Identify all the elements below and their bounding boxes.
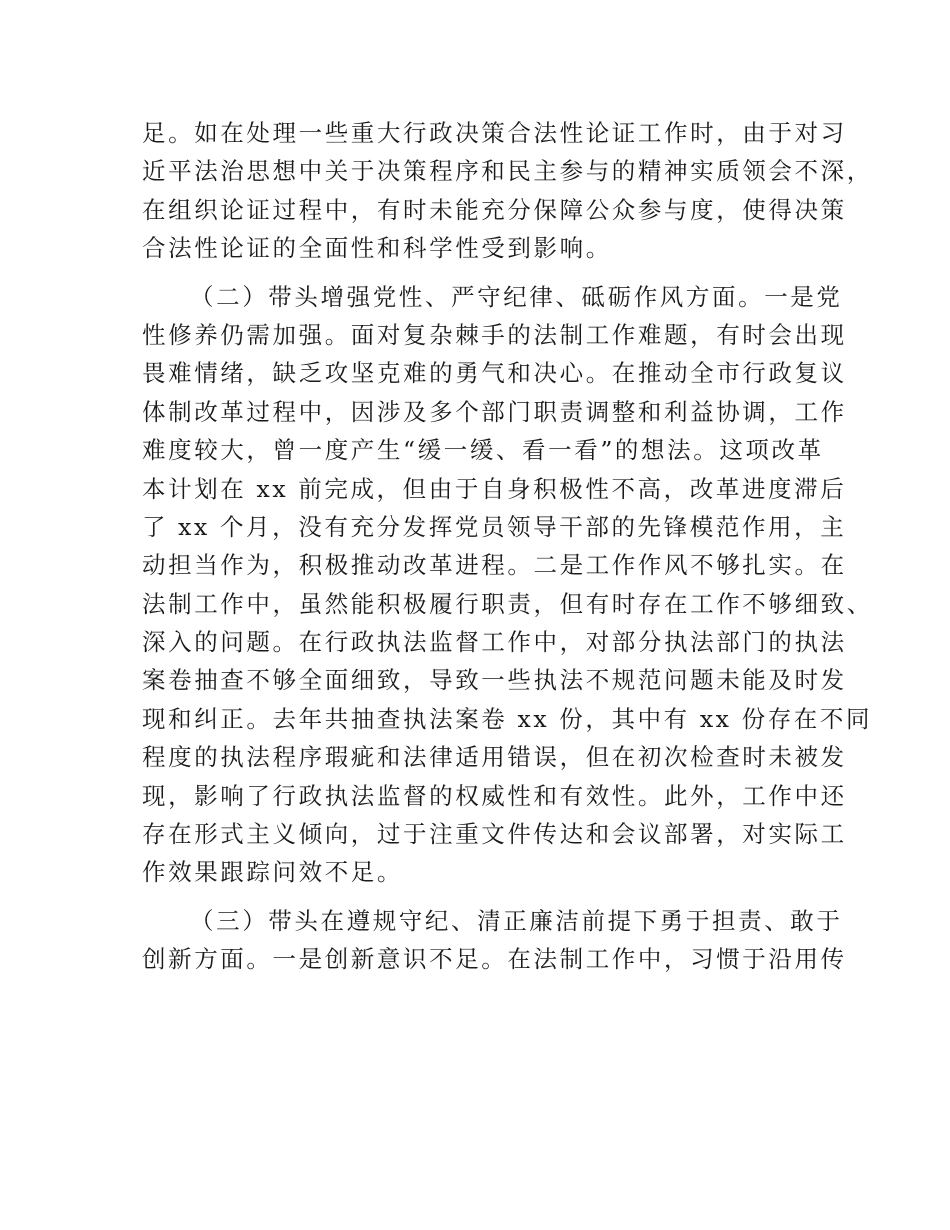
text-line: 近平法治思想中关于决策程序和民主参与的精神实质领会不深， [142,157,873,186]
document-body [142,114,873,979]
paragraph-spacer [142,268,822,278]
text-line: 创新方面。一是创新意识不足。在法制工作中，习惯于沿用传 [142,945,847,974]
text-line: 性修养仍需加强。面对复杂棘手的法制工作难题，有时会出现 [142,320,847,349]
paragraph-1 [142,114,873,268]
text-line: 了 xx 个月，没有充分发挥党员领导干部的先锋模范作用，主 [142,512,847,541]
text-line: 现和纠正。去年共抽查执法案卷 xx 份，其中有 xx 份存在不同 [142,704,873,733]
text-line: 难度较大，曾一度产生“缓一缓、看一看”的想法。这项改革 [142,436,824,465]
text-line: 合法性论证的全面性和科学性受到影响。 [142,234,612,263]
text-line: 程度的执法程序瑕疵和法律适用错误，但在初次检查时未被发 [142,743,847,772]
text-line: 动担当作为，积极推动改革进程。二是工作作风不够扎实。在 [142,551,847,580]
text-line: 现，影响了行政执法监督的权威性和有效性。此外，工作中还 [142,781,847,810]
paragraph-spacer [142,892,822,902]
text-line: （三）带头在遵规守纪、清正廉洁前提下勇于担责、敢于 [190,906,843,935]
text-line: 案卷抽查不够全面细致，导致一些执法不规范问题未能及时发 [142,666,847,695]
text-line: 在组织论证过程中，有时未能充分保障公众参与度，使得决策 [142,195,847,224]
text-line: 畏难情绪，缺乏攻坚克难的勇气和决心。在推动全市行政复议 [142,359,847,388]
paragraph-3 [142,902,847,979]
text-line: 足。如在处理一些重大行政决策合法性论证工作时，由于对习 [142,119,847,147]
text-line: 法制工作中，虽然能积极履行职责，但有时存在工作不够细致、 [142,589,873,618]
text-line: 体制改革过程中，因涉及多个部门职责调整和利益协调，工作 [142,397,847,426]
text-line: 深入的问题。在行政执法监督工作中，对部分执法部门的执法 [142,628,847,657]
text-line: 存在形式主义倾向，过于注重文件传达和会议部署，对实际工 [142,820,847,849]
text-line: 本计划在 xx 前完成，但由于自身积极性不高，改革进度滞后 [142,474,847,503]
text-line: 作效果跟踪问效不足。 [142,858,403,887]
text-line: （二）带头增强党性、严守纪律、砥砺作风方面。一是党 [190,282,843,311]
paragraph-2 [142,278,873,892]
